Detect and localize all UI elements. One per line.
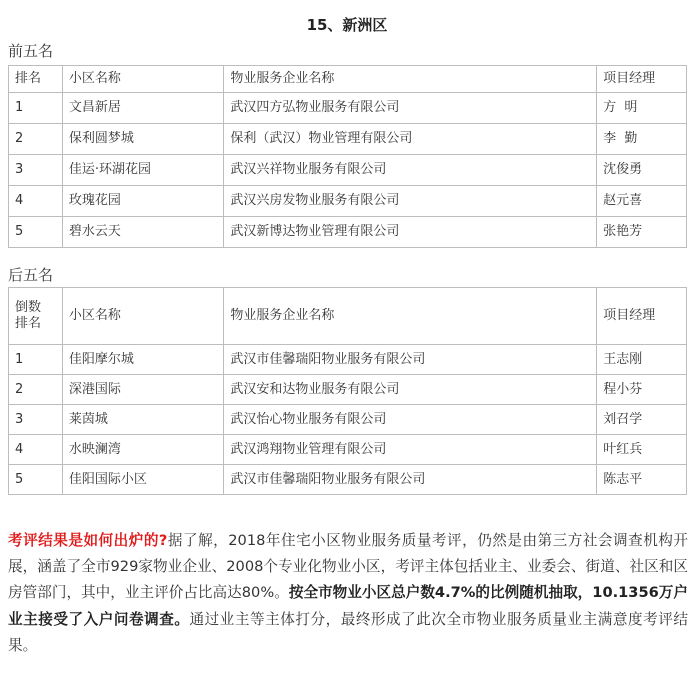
company-cell: 保利（武汉）物业管理有限公司 [224,124,597,155]
manager-cell: 张艳芳 [597,217,687,248]
community-cell: 佳运·环湖花园 [62,155,223,186]
table-row [9,155,687,186]
manager-cell: 赵元喜 [597,186,687,217]
community-cell: 水映澜湾 [62,435,224,465]
rank-cell: 3 [9,155,63,186]
community-cell: 深港国际 [62,375,224,405]
bottom-five-label: 后五名 [8,266,54,284]
header-rank: 排名 [9,66,63,93]
paragraph-bold-text: 按全市物业小区总户数4.7%的比例随机抽取，10.1356万户业主接受了入户问卷调查。 [8,584,688,628]
company-cell: 武汉安和达物业服务有限公司 [224,375,597,405]
community-cell: 佳阳国际小区 [62,465,224,495]
table-row [9,375,687,405]
community-cell: 保利圆梦城 [62,124,223,155]
top-five-table [8,65,687,248]
rank-cell: 4 [9,435,63,465]
rank-cell: 5 [9,217,63,248]
company-cell: 武汉四方弘物业服务有限公司 [224,93,597,124]
manager-cell: 王志刚 [597,345,687,375]
community-cell: 碧水云天 [62,217,223,248]
header-company: 物业服务企业名称 [224,66,597,93]
company-cell: 武汉市佳馨瑞阳物业服务有限公司 [224,465,597,495]
table-header-row [9,66,687,93]
header-community: 小区名称 [62,288,224,345]
rank-cell: 5 [9,465,63,495]
community-cell: 文昌新居 [62,93,223,124]
question-heading: 考评结果是如何出炉的? [8,532,168,549]
company-cell: 武汉鸿翔物业管理有限公司 [224,435,597,465]
table-header-row [9,288,687,345]
header-company: 物业服务企业名称 [224,288,597,345]
table-row [9,217,687,248]
manager-cell: 叶红兵 [597,435,687,465]
manager-cell: 程小芬 [597,375,687,405]
company-cell: 武汉新博达物业管理有限公司 [224,217,597,248]
bottom-five-table [8,287,687,495]
table-row [9,186,687,217]
manager-cell: 李 勤 [597,124,687,155]
rank-cell: 4 [9,186,63,217]
table-row [9,435,687,465]
rank-cell: 1 [9,345,63,375]
header-reverse-rank: 倒数 排名 [9,288,63,345]
paragraph-text: 通过业主等主体打分，最终形成了此次全市物业服务质量业主满意度考评结果。 [8,610,688,654]
manager-cell: 刘召学 [597,405,687,435]
explanation-paragraph [8,528,688,659]
table-row [9,465,687,495]
company-cell: 武汉兴房发物业服务有限公司 [224,186,597,217]
manager-cell: 沈俊勇 [597,155,687,186]
rank-cell: 2 [9,375,63,405]
table-row [9,405,687,435]
table-row [9,345,687,375]
manager-cell: 方 明 [597,93,687,124]
rank-cell: 3 [9,405,63,435]
table-row [9,93,687,124]
community-cell: 佳阳摩尔城 [62,345,224,375]
header-community: 小区名称 [62,66,223,93]
table-row [9,124,687,155]
rank-cell: 1 [9,93,63,124]
community-cell: 莱茵城 [62,405,224,435]
manager-cell: 陈志平 [597,465,687,495]
paragraph-text: 据了解，2018年住宅小区物业服务质量考评，仍然是由第三方社会调查机构开展，涵盖了全市929家物业企业、2008个专业化物业小区，考评主体包括业主、业委会、街道、社区和区房管部门，其中，业主评价占比高达80%。 [8,532,688,602]
company-cell: 武汉市佳馨瑞阳物业服务有限公司 [224,345,597,375]
top-five-label: 前五名 [8,42,54,60]
section-title: 15、新洲区 [306,16,388,34]
company-cell: 武汉兴祥物业服务有限公司 [224,155,597,186]
community-cell: 玫瑰花园 [62,186,223,217]
rank-cell: 2 [9,124,63,155]
company-cell: 武汉怡心物业服务有限公司 [224,405,597,435]
header-manager: 项目经理 [597,288,687,345]
header-manager: 项目经理 [597,66,687,93]
